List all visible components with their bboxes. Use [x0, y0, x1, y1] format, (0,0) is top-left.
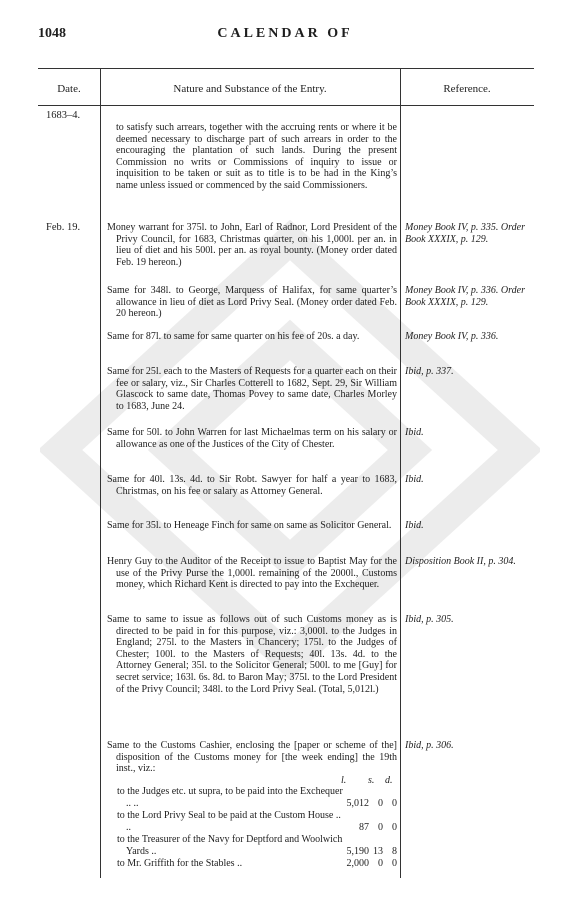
- amount-row: [117, 786, 399, 809]
- amount-row: [117, 858, 399, 870]
- amount-label: to the Judges etc. ut supra, to be paid into the Exchequer .. ..: [117, 786, 343, 809]
- amount-pence: 0: [392, 822, 397, 833]
- amount-pounds: 5,190: [346, 846, 369, 857]
- entry-reference: Ibid, p. 337.: [405, 366, 454, 377]
- entry-reference: Money Book IV, p. 336.: [405, 331, 499, 342]
- entry-text: Same to the Customs Cashier, enclosing the [paper or scheme of the] disposition of the Customs money for [the week ending] the 19th inst., viz.:: [107, 740, 397, 775]
- entry-text: Henry Guy to the Auditor of the Receipt to issue to Baptist May for the use of the Privy Purse the 1,000l. remaining of the 2000l., Customs money, which Richard Kent is directed to pay into the Exchequer.: [107, 556, 397, 591]
- table-top-rule: [38, 68, 534, 69]
- entry-text: Same for 25l. each to the Masters of Requests for a quarter each on their fee or salary, viz., Sir Charles Cotterell to 1682, Sept. 29, Sir William Glascock to same date, Thomas Povey to same date, Charles Morley to 1683, June 24.: [107, 366, 397, 412]
- amount-pounds: 2,000: [346, 858, 369, 869]
- entry-text: Money warrant for 375l. to John, Earl of Radnor, Lord President of the Privy Council, for 1683, Christmas quarter, on his 1,000l. per an. in lieu of diet and his 500l. per an. as royal bounty. (Money order dated Feb. 19 hereon.): [107, 222, 397, 268]
- amount-pence: 0: [392, 858, 397, 869]
- amount-label: to the Lord Privy Seal to be paid at the Custom House .. ..: [117, 810, 341, 833]
- entry-reference: Ibid, p. 306.: [405, 740, 454, 751]
- entry-reference: Ibid.: [405, 474, 424, 485]
- column-divider-reference: [400, 68, 401, 878]
- entry-reference: Ibid.: [405, 427, 424, 438]
- amount-label: to the Treasurer of the Navy for Deptford and Woolwich Yards ..: [117, 834, 343, 857]
- entry-reference: Ibid, p. 305.: [405, 614, 454, 625]
- amount-shillings: 0: [378, 822, 383, 833]
- amount-shillings: 0: [378, 858, 383, 869]
- entry-text: Same for 35l. to Heneage Finch for same on same as Solicitor General.: [107, 520, 392, 531]
- entry-reference: Disposition Book II, p. 304.: [405, 556, 516, 567]
- entry-continued-text: to satisfy such arrears, together with the accruing rents or where it be deemed necessary to discharge part of such arrears in order to the encouraging the plantation of such lands. During the present Commission no writs or Commissions of inquiry to issue or inquisition to be taken or suit as to title is to be had in the King’s name unless issued or commenced by the said Commissioners.: [116, 122, 397, 191]
- column-divider-date: [100, 68, 101, 878]
- amount-header-shillings: s.: [368, 775, 375, 786]
- entry-reference: Money Book IV, p. 335. Order Book XXXIX, p. 129.: [405, 222, 525, 245]
- amount-row: [117, 834, 399, 857]
- column-header-nature: Nature and Substance of the Entry.: [173, 83, 327, 95]
- entry-reference: Ibid.: [405, 520, 424, 531]
- amount-shillings: 0: [378, 798, 383, 809]
- amount-pounds: 87: [359, 822, 369, 833]
- column-header-reference: Reference.: [443, 83, 491, 95]
- table-header-rule: [38, 105, 534, 106]
- entry-date: Feb. 19.: [46, 222, 81, 233]
- amount-label: to Mr. Griffith for the Stables ..: [117, 858, 243, 869]
- amount-row: [117, 810, 399, 833]
- amount-header-pounds: l.: [341, 775, 347, 786]
- amount-header-pence: d.: [385, 775, 393, 786]
- entry-text: Same for 50l. to John Warren for last Michaelmas term on his salary or allowance as one of the Justices of the City of Chester.: [107, 427, 397, 450]
- column-header-date: Date.: [57, 83, 81, 95]
- amount-shillings: 13: [373, 846, 383, 857]
- entry-date-year: 1683–4.: [46, 110, 81, 121]
- amount-pounds: 5,012: [346, 798, 369, 809]
- amount-pence: 0: [392, 798, 397, 809]
- amount-pence: 8: [392, 846, 397, 857]
- page-number: 1048: [38, 26, 66, 41]
- entry-text: Same for 87l. to same for same quarter on his fee of 20s. a day.: [107, 331, 360, 342]
- entry-text: Same for 40l. 13s. 4d. to Sir Robt. Sawyer for half a year to 1683, Christmas, on his fee or salary as Attorney General.: [107, 474, 397, 497]
- page-title: CALENDAR OF: [217, 26, 353, 41]
- entry-text: Same to same to issue as follows out of such Customs money as is directed to be paid in for this purpose, viz.: 3,000l. to the Judges in England; 275l. to the Masters in Chancery; 175l. to the Judges of Chester; 100l. to the Masters of Requests; 40l. 13s. 4d. to the Attorney General; 35l. to the Solicitor General; 500l. to me [Guy] for secret service; 163l. 6s. 8d. to Baron May; 375l. to the Lord President of the Privy Council; 348l. to the Lord Privy Seal. (Total, 5,012l.): [107, 614, 397, 695]
- entry-text: Same for 348l. to George, Marquess of Halifax, for same quarter’s allowance in lieu of diet as Lord Privy Seal. (Money order dated Feb. 20 hereon.): [107, 285, 397, 320]
- entry-reference: Money Book IV, p. 336. Order Book XXXIX, p. 129.: [405, 285, 525, 308]
